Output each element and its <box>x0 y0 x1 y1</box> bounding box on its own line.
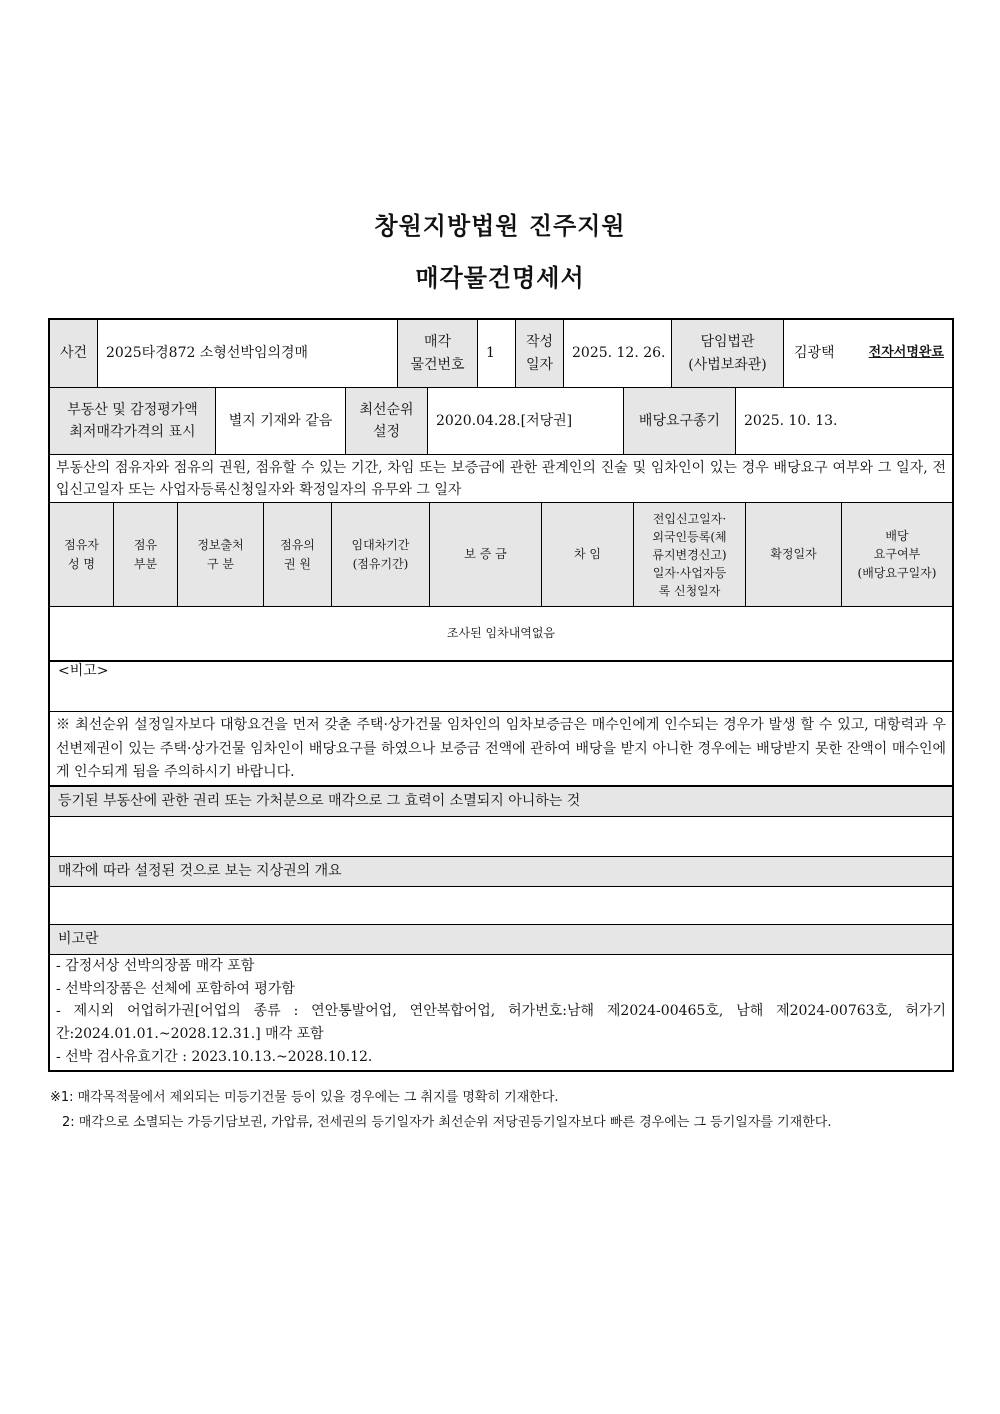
date-label: 작성 일자 <box>516 320 564 388</box>
property-display-label: 부동산 및 감정평가액 최저매각가격의 표시 <box>50 388 216 455</box>
note-item: - 선박의장품은 선체에 포함하여 평가함 <box>56 980 295 997</box>
dividend-deadline-label: 배당요구종기 <box>624 388 736 455</box>
judge-cell <box>784 320 952 388</box>
note-item: - 제시외 어업허가권[어업의 종류 : 연안통발어업, 연안복합어업, 허가번호:남해 제2024-00465호, 남해 제2024-00763호, 허가기간:2024.01.01.~2028.12.31.] 매각 포함 <box>56 1003 946 1043</box>
property-display-value: 별지 기재와 같음 <box>216 388 346 455</box>
header-rent: 차 임 <box>542 503 634 607</box>
header-move-in-date: 전입신고일자· 외국인등록(체 류지변경신고) 일자·사업자등 록 신청일자 <box>634 503 746 607</box>
registered-rights-content <box>50 817 952 857</box>
note-item: - 감정서상 선박의장품 매각 포함 <box>56 958 255 974</box>
footnote-1: ※1: 매각목적물에서 제외되는 미등기건물 등이 있을 경우에는 그 취지를 명확히 기재한다. <box>50 1090 559 1105</box>
note-item: - 선박 검사유효기간 : 2023.10.13.~2028.10.12. <box>56 1048 373 1065</box>
document-title: 매각물건명세서 <box>415 264 585 292</box>
item-number-label: 매각 물건번호 <box>398 320 478 388</box>
statement-table <box>48 318 954 1072</box>
judge-label: 담임법관 (사법보좌관) <box>672 320 784 388</box>
court-name: 창원지방법원 진주지원 <box>374 212 626 240</box>
surface-rights-label: 매각에 따라 설정된 것으로 보는 지상권의 개요 <box>50 857 952 887</box>
item-number-value: 1 <box>478 320 516 388</box>
notes-label: 비고란 <box>50 925 952 955</box>
header-occupied-part: 점유 부분 <box>114 503 178 607</box>
dividend-deadline-value: 2025. 10. 13. <box>736 388 952 455</box>
case-label: 사건 <box>50 320 98 388</box>
occupancy-description: 부동산의 점유자와 점유의 권원, 점유할 수 있는 기간, 차임 또는 보증금에 관한 관계인의 진술 및 임차인이 있는 경우 배당요구 여부와 그 일자, 전입신고일자 또는 사업자등록신청일자와 확정일자의 유무와 그 일자 <box>50 455 952 503</box>
surface-rights-content <box>50 887 952 925</box>
header-info-source: 정보출처 구 분 <box>178 503 264 607</box>
remarks-label: <비고> <box>50 662 952 712</box>
header-deposit: 보 증 금 <box>430 503 542 607</box>
date-value: 2025. 12. 26. <box>564 320 672 388</box>
occupancy-empty-message: 조사된 임차내역없음 <box>50 607 952 662</box>
judge-name: 김광택 <box>794 345 835 362</box>
header-lease-period: 임대차기간 (점유기간) <box>332 503 430 607</box>
header-fixed-date: 확정일자 <box>746 503 842 607</box>
header-occupant-name: 점유자 성 명 <box>50 503 114 607</box>
tenant-warning: ※ 최선순위 설정일자보다 대항요건을 먼저 갖춘 주택·상가건물 임차인의 임차보증금은 매수인에게 인수되는 경우가 발생 할 수 있고, 대항력과 우선변제권이 있는 주택·상가건물 임차인이 배당요구를 하였으나 보증금 전액에 관하여 배당을 받지 아니한 경우에는 배당받지 못한 잔액이 매수인에게 인수되게 됨을 주의하시기 바랍니다. <box>50 712 952 787</box>
priority-label: 최선순위 설정 <box>346 388 428 455</box>
header-dividend-request: 배당 요구여부 (배당요구일자) <box>842 503 952 607</box>
electronic-signature: 전자서명완료 <box>868 345 944 361</box>
registered-rights-label: 등기된 부동산에 관한 권리 또는 가처분으로 매각으로 그 효력이 소멸되지 아니하는 것 <box>50 787 952 817</box>
notes-list <box>50 955 952 1070</box>
case-number: 2025타경872 소형선박임의경매 <box>98 320 398 388</box>
header-occupancy-title: 점유의 권 원 <box>264 503 332 607</box>
priority-value: 2020.04.28.[저당권] <box>428 388 624 455</box>
footnote-2: 2: 매각으로 소멸되는 가등기담보권, 가압류, 전세권의 등기일자가 최선순위 저당권등기일자보다 빠른 경우에는 그 등기일자를 기재한다. <box>62 1115 832 1130</box>
